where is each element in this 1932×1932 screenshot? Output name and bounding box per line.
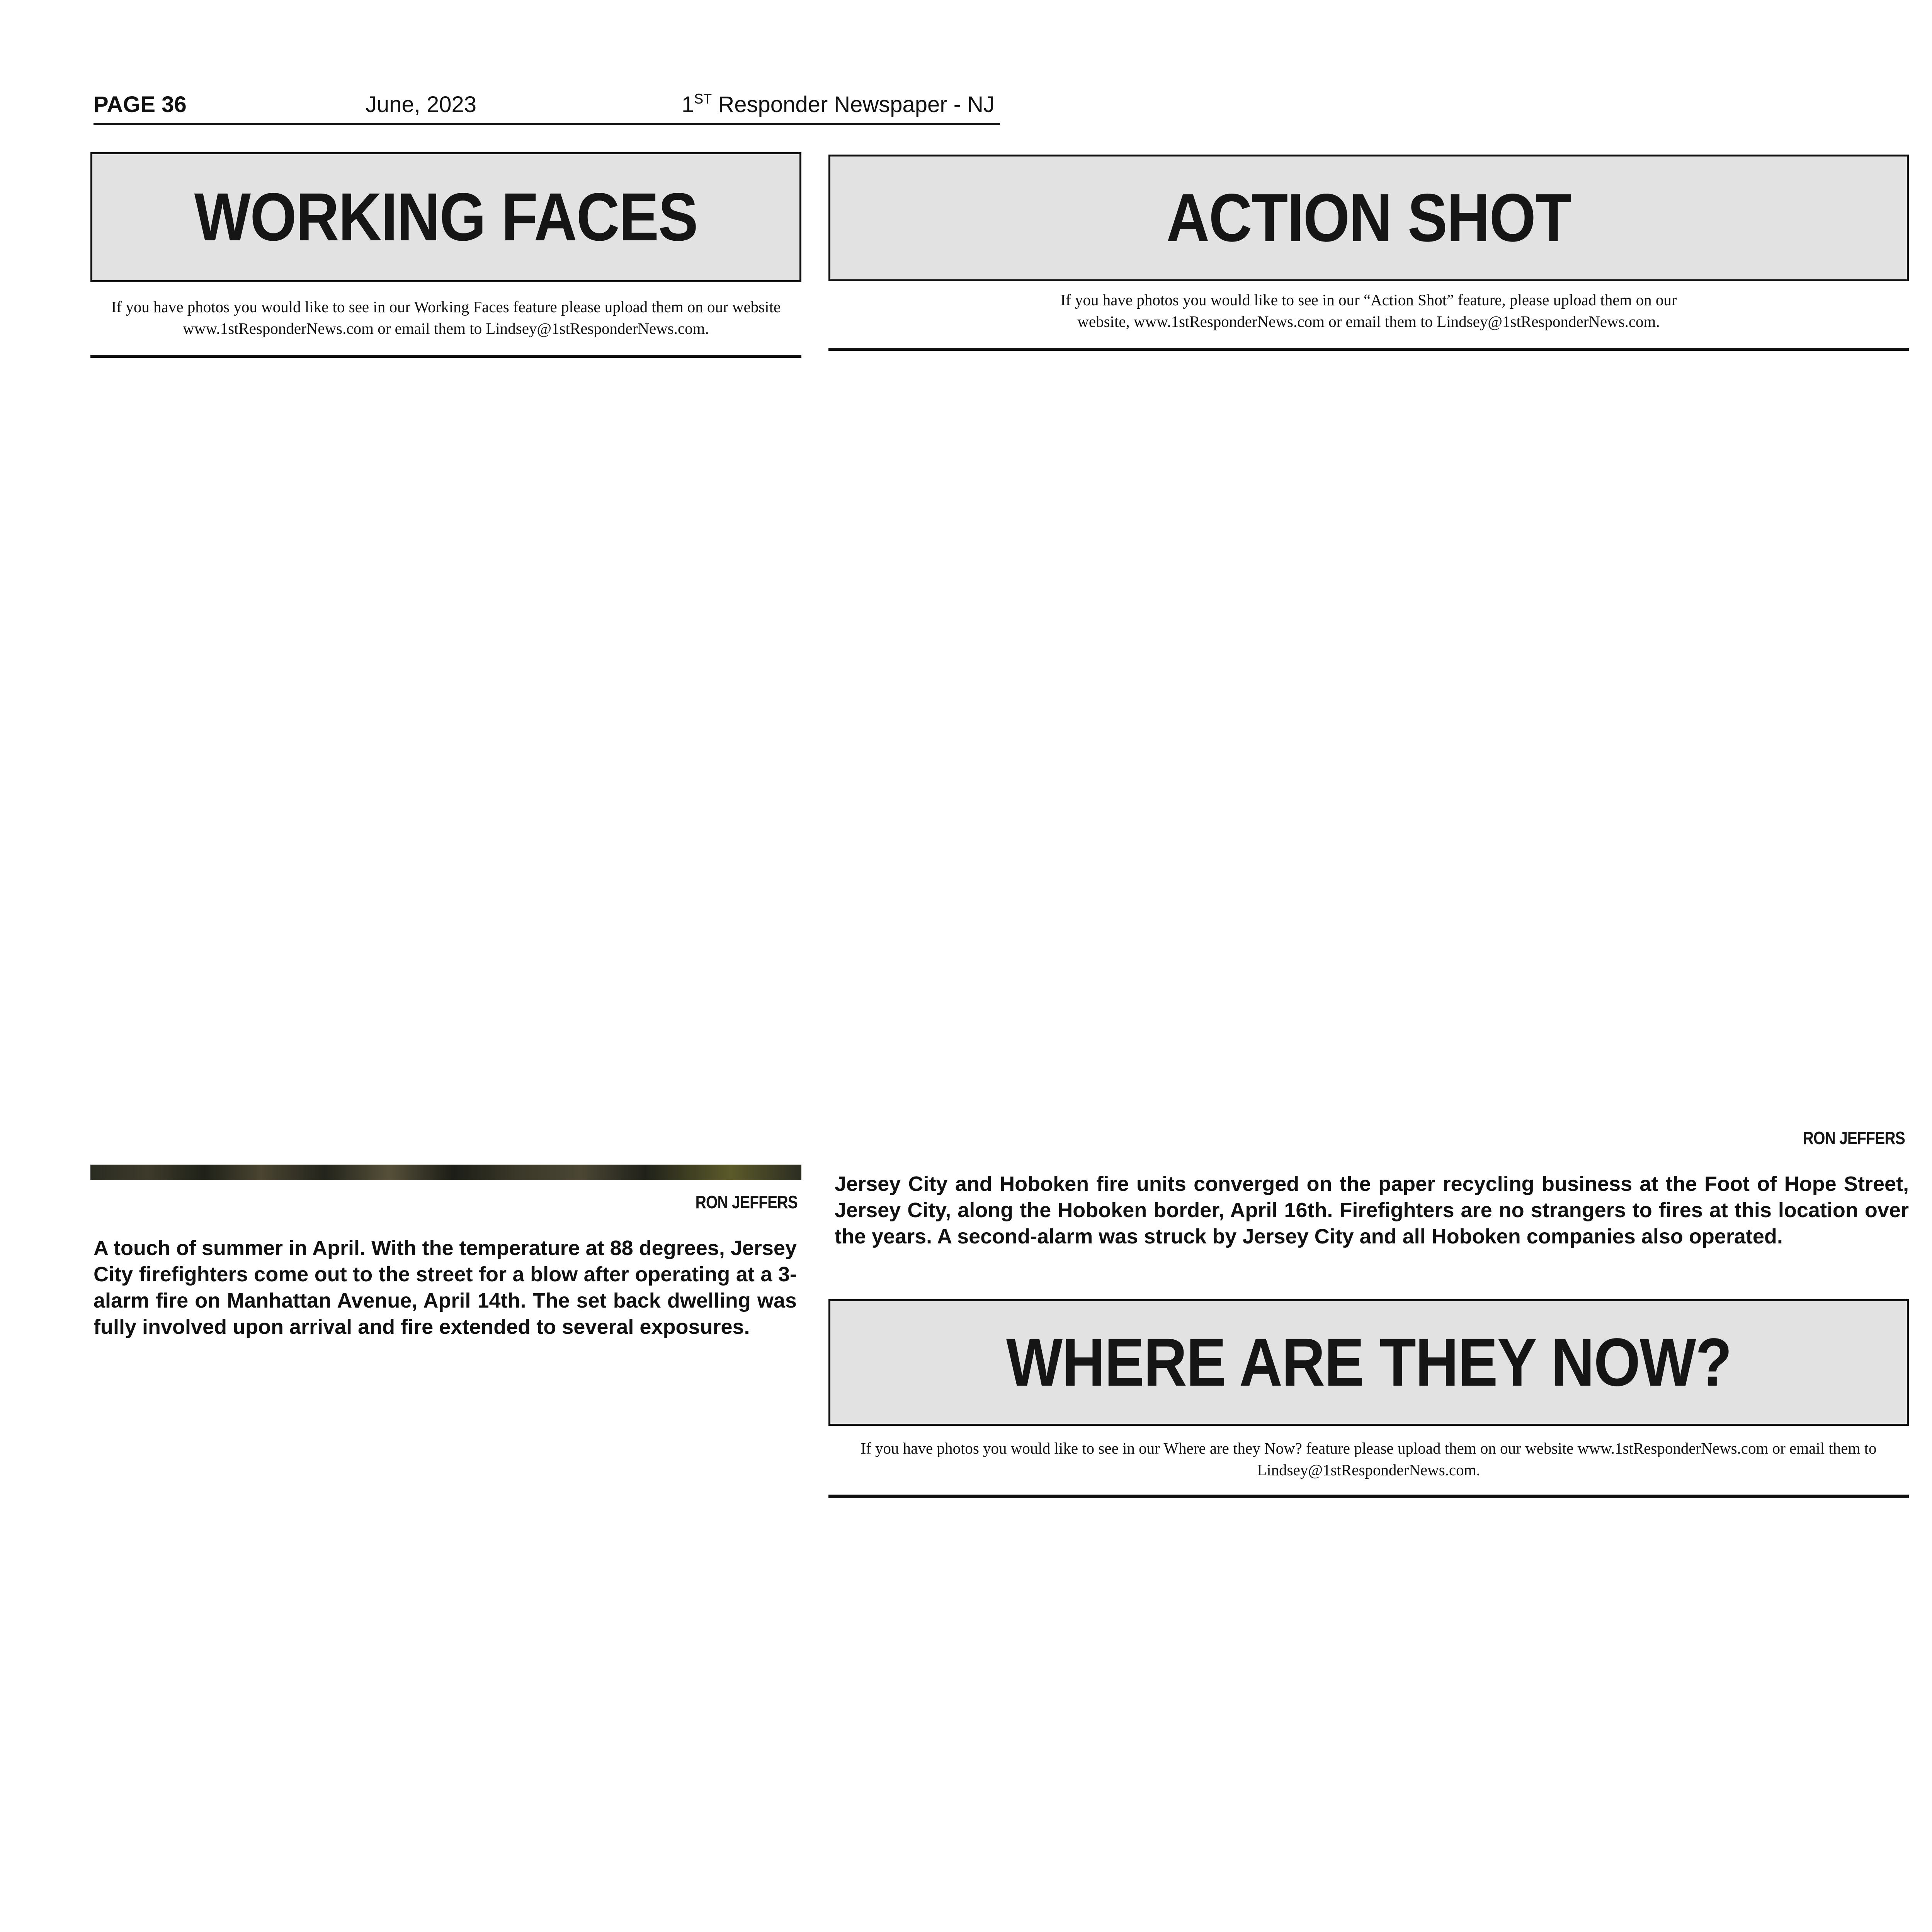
publication-number: 1	[682, 92, 694, 117]
where-now-photo	[828, 1503, 1909, 1932]
photo-credit: RON JEFFERS	[695, 1192, 798, 1212]
action-shot-title-box	[828, 155, 1909, 281]
page-number: PAGE 36	[94, 92, 187, 117]
action-shot-caption: Jersey City and Hoboken fire units converged on the paper recycling business at the Foot of Hope Street, Jersey City, along the Hoboken border, April 16th. Firefighters are no strangers to fires at this location over the years. A second-alarm was struck by Jersey City and all Hoboken companies also operated.	[835, 1172, 1909, 1248]
header-rule	[94, 123, 1000, 125]
working-faces-title: WORKING FACES	[194, 179, 698, 255]
issue-date: June, 2023	[366, 92, 477, 117]
where-now-notice: If you have photos you would like to see in our Where are they Now? feature please upload them on our website www.1stResponderNews.com or email them to Lindsey@1stResponderNews.com.	[861, 1439, 1877, 1479]
publication-name	[682, 91, 995, 118]
where-now-rule	[828, 1495, 1909, 1498]
working-faces-photo-2	[90, 1383, 801, 1932]
photo-credit: RON JEFFERS	[1803, 1128, 1905, 1148]
action-shot-rule	[828, 348, 1909, 351]
working-faces-caption-1: A touch of summer in April. With the temperature at 88 degrees, Jersey City firefighters come out to the street for a blow after operating at a 3-alarm fire on Manhattan Avenue, April 14th. The set back dwelling was fully involved upon arrival and fire extended to several exposures.	[94, 1236, 797, 1338]
publication-title: Responder Newspaper - NJ	[712, 92, 995, 117]
working-faces-photo-1	[90, 363, 801, 1165]
working-faces-photo-1-strip	[90, 1165, 801, 1180]
working-faces-rule	[90, 355, 801, 358]
action-shot-notice: If you have photos you would like to see in our “Action Shot” feature, please upload them on our website, www.1stResponderNews.com or email them to Lindsey@1stResponderNews.com.	[1060, 291, 1677, 330]
working-faces-title-box	[90, 152, 801, 282]
action-shot-photo	[828, 356, 1909, 1129]
publication-superscript: ST	[694, 91, 712, 107]
where-now-title-box	[828, 1299, 1909, 1426]
action-shot-title: ACTION SHOT	[1166, 180, 1571, 256]
working-faces-notice: If you have photos you would like to see in our Working Faces feature please upload them on our website www.1stResponderNews.com or email them to Lindsey@1stResponderNews.com.	[111, 298, 781, 337]
where-now-title: WHERE ARE THEY NOW?	[1006, 1325, 1731, 1400]
